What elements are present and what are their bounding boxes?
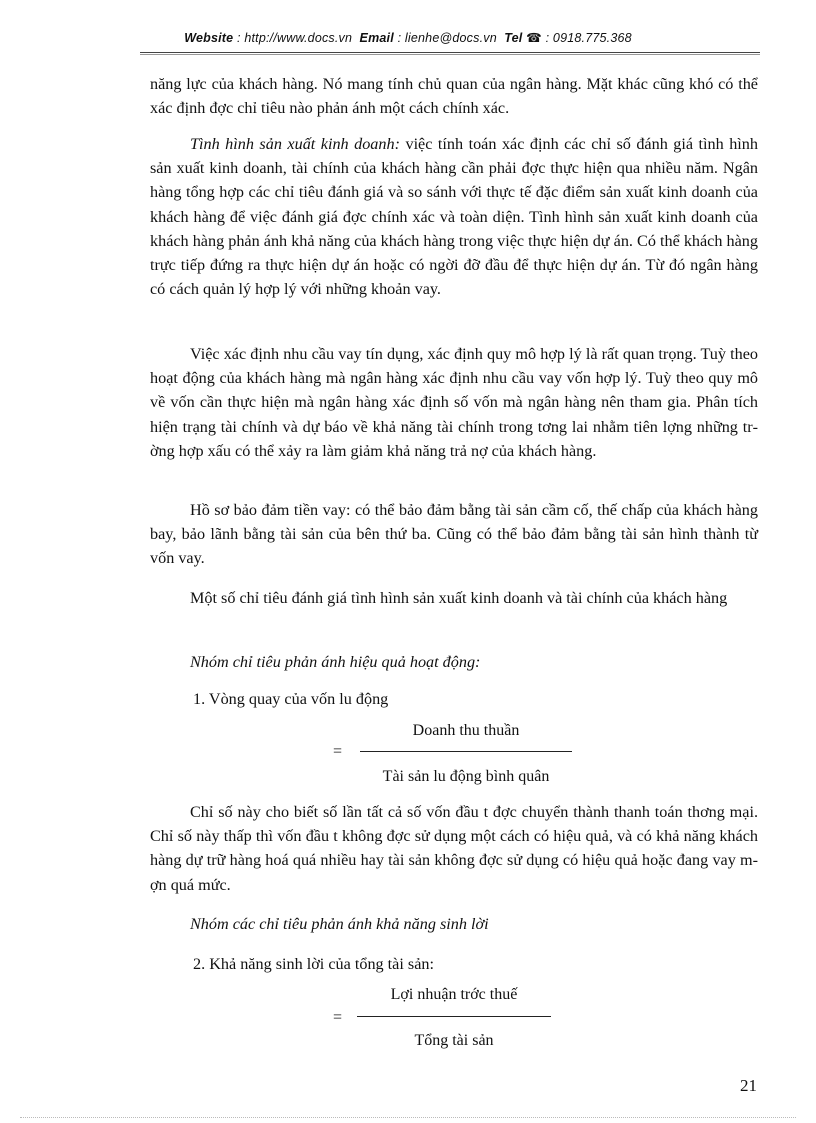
paragraph-2-body: việc tính toán xác định các chỉ số đánh giá tình hình sản xuất kinh doanh, tài chính của khách hàng cần phải đợc thực hiện qua nhiều năm. Ngân hàng tổng hợp các chỉ tiêu đánh giá và so sánh với thực tế đặc điểm sản xuất kinh doanh của khách hàng để việc đánh giá đợc chính xác và toàn diện. Tình hình sản xuất kinh doanh của khách hàng phản ánh khả năng của khách hàng trong việc thực hiện dự án. Có thể khách hàng trực tiếp đứng ra thực hiện dự án hoặc có ngời đỡ đầu để thực hiện dự án. Từ đó ngân hàng có cách quản lý hợp lý với những khoản vay. bbox=[150, 135, 758, 299]
paragraph-1: năng lực của khách hàng. Nó mang tính chủ quan của ngân hàng. Mặt khác cũng khó có thể xác định đợc chỉ tiêu nào phản ánh một cách chính xác. bbox=[150, 75, 758, 118]
header-rule bbox=[140, 52, 760, 55]
email-label: Email bbox=[359, 31, 394, 45]
formula-2-fraction-bar bbox=[357, 1016, 551, 1017]
heading-profitability: Nhóm các chỉ tiêu phản ánh khả năng sinh lời bbox=[190, 915, 489, 933]
paragraph-3: Việc xác định nhu cầu vay tín dụng, xác định quy mô hợp lý là rất quan trọng. Tuỳ theo hoạt động của khách hàng mà ngân hàng xác định nhu cầu vay vốn hợp lý. Tuỳ theo quy mô về vốn cần thực hiện mà ngân hàng xác định số vốn mà ngân hàng nên tham gia. Phân tích hiện trạng tài chính và dự báo về khả năng tài chính trong tơng lai nhằm tiên lợng những trờng hợp xấu có thể xảy ra làm giảm khả năng trả nợ của khách hàng. bbox=[150, 345, 758, 460]
formula-2-equals: = bbox=[333, 1009, 343, 1026]
formula-1-numerator: Doanh thu thuần bbox=[412, 722, 520, 739]
phone-icon: ☎ bbox=[526, 31, 542, 45]
website-label: Website bbox=[184, 31, 234, 45]
formula-1-fraction-bar bbox=[360, 751, 572, 752]
website-value: : http://www.docs.vn bbox=[237, 31, 353, 45]
email-value: : lienhe@docs.vn bbox=[397, 31, 497, 45]
paragraph-6: Chỉ số này cho biết số lần tất cả số vốn đầu t đợc chuyển thành thanh toán thơng mại. Chỉ số này thấp thì vốn đầu t không đợc sử dụng một cách có hiệu quả, và có khả năng khách hàng dự trữ hàng hoá quá nhiều hay tài sản không đợc sử dụng có hiệu quả hoặc đang vay mợn quá mức. bbox=[150, 803, 758, 894]
formula-2-numerator: Lợi nhuận trớc thuế bbox=[390, 986, 518, 1003]
formula-1-denominator: Tài sản lu động bình quân bbox=[382, 768, 550, 785]
item-1: 1. Vòng quay của vốn lu động bbox=[193, 690, 389, 708]
paragraph-4: Hồ sơ bảo đảm tiền vay: có thể bảo đảm bằng tài sản cầm cố, thế chấp của khách hàng bay, bảo lãnh bằng tài sản của bên thứ ba. Cũng có thể bảo đảm bằng tài sản hình thành từ vốn vay. bbox=[150, 501, 758, 568]
paragraph-2 bbox=[150, 132, 758, 301]
item-2: 2. Khả năng sinh lời của tổng tài sản: bbox=[193, 955, 434, 973]
footer-rule bbox=[20, 1117, 796, 1118]
paragraph-2-lead: Tình hình sản xuất kinh doanh: bbox=[190, 135, 400, 153]
formula-1-equals: = bbox=[333, 743, 343, 760]
formula-2-denominator: Tổng tài sản bbox=[414, 1032, 494, 1049]
paragraph-5: Một số chỉ tiêu đánh giá tình hình sản xuất kinh doanh và tài chính của khách hàng bbox=[190, 589, 728, 607]
page-number: 21 bbox=[740, 1076, 757, 1095]
page-header bbox=[0, 30, 816, 45]
heading-activity-efficiency: Nhóm chỉ tiêu phản ánh hiệu quả hoạt động: bbox=[190, 653, 481, 671]
tel-value: : 0918.775.368 bbox=[545, 31, 632, 45]
tel-label: Tel bbox=[504, 31, 523, 45]
